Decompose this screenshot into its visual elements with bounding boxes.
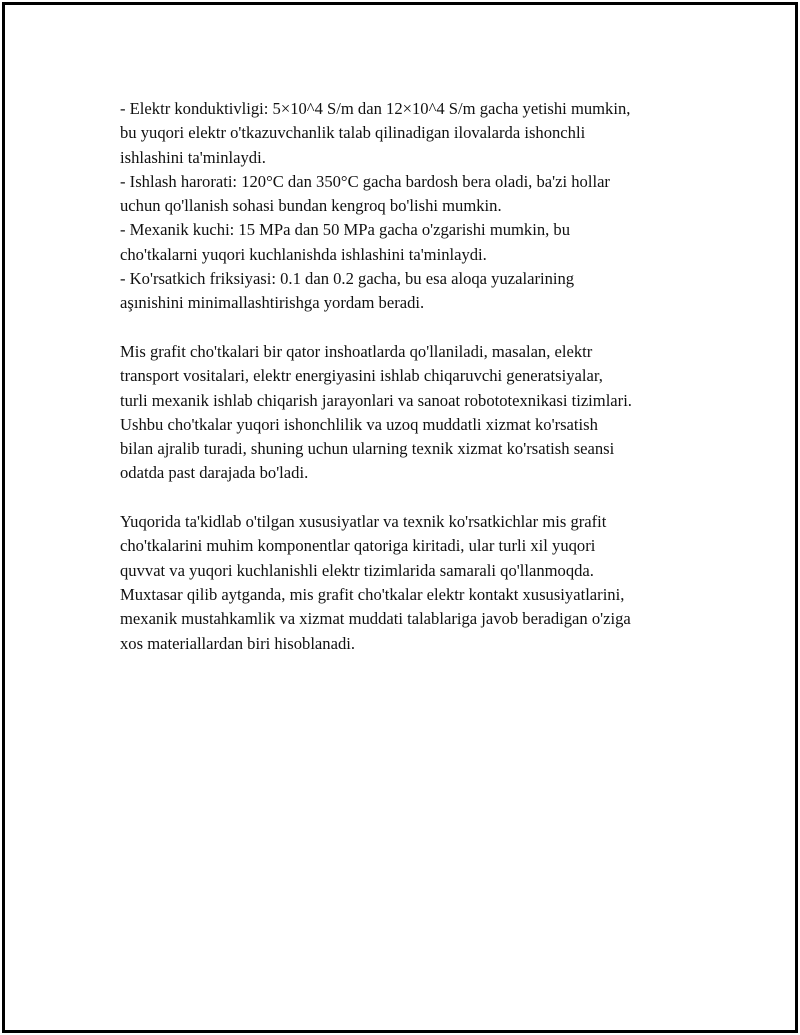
text-line: xos materiallardan biri hisoblanadi. (120, 633, 356, 653)
text-line: bilan ajralib turadi, shuning uchun ularning texnik xizmat ko'rsatish seansi (120, 439, 615, 459)
text-line: transport vositalari, elektr energiyasini ishlab chiqaruvchi generatsiyalar, (120, 366, 603, 386)
text-line: cho'tkalarini muhim komponentlar qatoriga kiritadi, ular turli xil yuqori (120, 536, 596, 556)
text-line: - Elektr konduktivligi: 5×10^4 S/m dan 12×10^4 S/m gacha yetishi mumkin, (120, 99, 631, 118)
text-line: aşınishini minimallashtirishga yordam beradi. (120, 293, 425, 313)
text-line: mexanik mustahkamlik va xizmat muddati talablariga javob beradigan o'ziga (120, 609, 631, 629)
paragraph-gap (120, 486, 700, 510)
text-line: cho'tkalarni yuqori kuchlanishda ishlashini ta'minlaydi. (120, 244, 487, 264)
text-line: bu yuqori elektr o'tkazuvchanlik talab qilinadigan ilovalarda ishonchli (120, 123, 586, 143)
text-line: Yuqorida ta'kidlab o'tilgan xususiyatlar va texnik ko'rsatkichlar mis grafit (120, 512, 607, 532)
text-line: odatda past darajada bo'ladi. (120, 463, 309, 483)
paragraph-conclusion (120, 510, 700, 656)
text-line: Ushbu cho'tkalar yuqori ishonchlilik va uzoq muddatli xizmat ko'rsatish (120, 414, 598, 434)
document-body (120, 97, 700, 656)
text-line: Muxtasar qilib aytganda, mis grafit cho'tkalar elektr kontakt xususiyatlarini, (120, 584, 625, 604)
document-page (2, 2, 798, 1033)
text-line: - Mexanik kuchi: 15 MPa dan 50 MPa gacha o'zgarishi mumkin, bu (120, 220, 571, 240)
text-line: - Ko'rsatkich friksiyasi: 0.1 dan 0.2 gacha, bu esa aloqa yuzalarining (120, 269, 575, 289)
text-line: ishlashini ta'minlaydi. (120, 147, 266, 167)
paragraph-specifications (120, 97, 700, 316)
text-line: - Ishlash harorati: 120°C dan 350°C gacha bardosh bera oladi, ba'zi hollar (120, 171, 610, 191)
text-line: uchun qo'llanish sohasi bundan kengroq bo'lishi mumkin. (120, 196, 502, 216)
paragraph-gap (120, 316, 700, 340)
text-line: quvvat va yuqori kuchlanishli elektr tizimlarida samarali qo'llanmoqda. (120, 560, 594, 580)
text-line: Mis grafit cho'tkalari bir qator inshoatlarda qo'llaniladi, masalan, elektr (120, 341, 593, 361)
text-line: turli mexanik ishlab chiqarish jarayonlari va sanoat robototexnikasi tizimlari. (120, 390, 632, 410)
paragraph-applications (120, 340, 700, 486)
